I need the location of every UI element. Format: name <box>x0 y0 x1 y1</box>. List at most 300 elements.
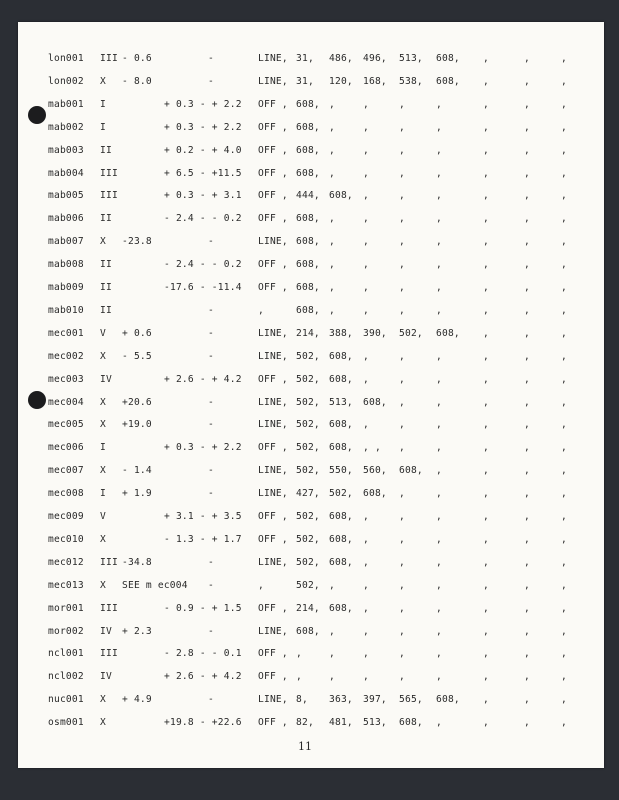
entry-reference: , <box>399 511 405 522</box>
entry-reference: , <box>561 304 567 316</box>
entry-reference: , <box>399 167 405 179</box>
entry-reference: , <box>561 53 567 64</box>
entry-type: LINE, <box>258 625 288 637</box>
entry-reference: , <box>561 236 567 248</box>
entry-reference: , <box>561 144 567 156</box>
entry-reference: , <box>436 190 442 202</box>
catalog-listing <box>18 22 604 768</box>
entry-type: LINE, <box>258 53 288 64</box>
entry-reference: , <box>483 236 489 248</box>
entry-type: LINE, <box>258 465 288 477</box>
entry-range: + 0.3 - + 2.2 <box>164 121 242 133</box>
entry-reference: , <box>363 373 369 385</box>
entry-range: + 6.5 - +11.5 <box>164 167 242 179</box>
entry-reference: 550, <box>329 465 353 477</box>
entry-class: X <box>100 465 106 477</box>
entry-reference: , <box>436 671 442 683</box>
entry-type: LINE, <box>258 75 288 87</box>
entry-reference: 608, <box>296 259 320 271</box>
entry-reference: 608, <box>296 167 320 179</box>
entry-reference: 608, <box>436 75 460 87</box>
entry-id: mec001 <box>48 327 84 339</box>
entry-type: OFF , <box>258 167 288 179</box>
entry-reference: , <box>399 282 405 293</box>
entry-reference: 608, <box>329 419 353 431</box>
entry-reference: , <box>363 144 369 156</box>
entry-reference: , <box>436 236 442 248</box>
entry-type: OFF , <box>258 121 288 133</box>
entry-value: SEE m ec004 <box>122 579 188 591</box>
entry-class: X <box>100 236 106 248</box>
listing-row <box>18 235 604 249</box>
entry-class: II <box>100 282 112 293</box>
entry-reference: , <box>524 488 530 500</box>
entry-reference: , <box>524 533 530 545</box>
entry-reference: , <box>329 304 335 316</box>
listing-row <box>18 98 604 112</box>
entry-reference: 427, <box>296 488 320 500</box>
listing-row <box>18 281 604 295</box>
entry-reference: , <box>436 419 442 431</box>
entry-reference: , <box>524 75 530 87</box>
entry-range: - <box>208 465 214 477</box>
entry-reference: , <box>483 579 489 591</box>
entry-reference: 608, <box>296 282 320 293</box>
entry-value: + 4.9 <box>122 694 152 706</box>
entry-id: mab007 <box>48 236 84 248</box>
entry-type: OFF , <box>258 533 288 545</box>
entry-range: + 0.3 - + 2.2 <box>164 442 242 454</box>
entry-reference: 608, <box>296 144 320 156</box>
entry-range: + 2.6 - + 4.2 <box>164 671 242 683</box>
entry-reference: , <box>561 419 567 431</box>
entry-reference: , <box>524 213 530 225</box>
listing-row <box>18 327 604 341</box>
listing-row <box>18 716 604 730</box>
entry-reference: 608, <box>296 121 320 133</box>
entry-reference: , <box>363 282 369 293</box>
entry-reference: , <box>483 259 489 271</box>
entry-reference: , <box>524 373 530 385</box>
listing-row <box>18 579 604 593</box>
entry-reference: , <box>436 213 442 225</box>
listing-row <box>18 189 604 203</box>
entry-id: mab003 <box>48 144 84 156</box>
entry-class: X <box>100 694 106 706</box>
listing-row <box>18 373 604 387</box>
entry-reference: , <box>399 556 405 568</box>
entry-reference: , <box>436 717 442 729</box>
listing-row <box>18 144 604 158</box>
entry-reference: 608, <box>399 717 423 729</box>
entry-reference: 502, <box>329 488 353 500</box>
entry-type: LINE, <box>258 694 288 706</box>
entry-id: ncl002 <box>48 671 84 683</box>
entry-reference: , <box>483 167 489 179</box>
entry-range: + 3.1 - + 3.5 <box>164 511 242 522</box>
entry-reference: 608, <box>436 327 460 339</box>
entry-reference: 390, <box>363 327 387 339</box>
entry-reference: , <box>363 671 369 683</box>
entry-id: mab010 <box>48 304 84 316</box>
entry-reference: , <box>436 556 442 568</box>
entry-reference: , <box>561 717 567 729</box>
entry-reference: , <box>524 121 530 133</box>
entry-reference: , <box>436 350 442 362</box>
entry-reference: , <box>561 442 567 454</box>
entry-reference: , <box>399 579 405 591</box>
listing-row <box>18 418 604 432</box>
entry-reference: , <box>561 648 567 660</box>
entry-reference: , <box>399 373 405 385</box>
entry-reference: , <box>436 579 442 591</box>
entry-range: - 2.4 - - 0.2 <box>164 259 242 271</box>
entry-reference: , <box>561 579 567 591</box>
entry-range: + 0.3 - + 3.1 <box>164 190 242 202</box>
entry-id: mec007 <box>48 465 84 477</box>
entry-reference: 82, <box>296 717 314 729</box>
entry-range: + 0.3 - + 2.2 <box>164 98 242 110</box>
entry-reference: , <box>329 167 335 179</box>
entry-class: IV <box>100 373 112 385</box>
entry-range: + 2.6 - + 4.2 <box>164 373 242 385</box>
entry-reference: 502, <box>296 579 320 591</box>
entry-reference: , <box>561 671 567 683</box>
entry-reference: 608, <box>436 694 460 706</box>
entry-reference: 513, <box>399 53 423 64</box>
entry-reference: , <box>436 373 442 385</box>
entry-reference: 608, <box>329 350 353 362</box>
entry-reference: , <box>363 121 369 133</box>
entry-reference: 31, <box>296 75 314 87</box>
entry-reference: , <box>561 350 567 362</box>
entry-reference: , <box>524 259 530 271</box>
entry-reference: , <box>363 533 369 545</box>
entry-reference: , <box>483 556 489 568</box>
entry-reference: 608, <box>296 236 320 248</box>
entry-reference: , <box>483 282 489 293</box>
listing-row <box>18 647 604 661</box>
entry-reference: , <box>329 282 335 293</box>
entry-range: - 2.4 - - 0.2 <box>164 213 242 225</box>
entry-reference: , <box>399 533 405 545</box>
listing-row <box>18 625 604 639</box>
entry-value: - 1.4 <box>122 465 152 477</box>
entry-reference: , <box>436 282 442 293</box>
entry-reference: , <box>561 213 567 225</box>
entry-reference: , <box>436 167 442 179</box>
entry-reference: , <box>483 533 489 545</box>
entry-reference: , <box>561 75 567 87</box>
entry-reference: 486, <box>329 53 353 64</box>
entry-reference: , <box>399 671 405 683</box>
entry-reference: , <box>561 98 567 110</box>
entry-reference: , <box>524 236 530 248</box>
entry-reference: , <box>524 648 530 660</box>
entry-type: , <box>258 304 264 316</box>
entry-reference: , <box>363 602 369 614</box>
entry-reference: , <box>561 121 567 133</box>
entry-class: X <box>100 419 106 431</box>
entry-reference: 502, <box>296 511 320 522</box>
entry-reference: , <box>483 602 489 614</box>
entry-reference: 513, <box>329 396 353 408</box>
entry-reference: , <box>483 75 489 87</box>
entry-type: LINE, <box>258 488 288 500</box>
entry-reference: , <box>483 304 489 316</box>
entry-reference: , <box>483 488 489 500</box>
entry-value: +19.0 <box>122 419 152 431</box>
entry-reference: 481, <box>329 717 353 729</box>
entry-reference: 502, <box>296 373 320 385</box>
entry-value: + 1.9 <box>122 488 152 500</box>
entry-reference: 502, <box>296 465 320 477</box>
entry-type: OFF , <box>258 717 288 729</box>
listing-row <box>18 52 604 66</box>
entry-reference: , <box>483 121 489 133</box>
entry-reference: , <box>524 144 530 156</box>
entry-reference: , <box>436 648 442 660</box>
entry-reference: , <box>399 602 405 614</box>
entry-id: lon002 <box>48 75 84 87</box>
entry-reference: 608, <box>329 511 353 522</box>
entry-reference: , <box>363 98 369 110</box>
entry-range: - 1.3 - + 1.7 <box>164 533 242 545</box>
entry-value: - 8.0 <box>122 75 152 87</box>
entry-id: mor002 <box>48 625 84 637</box>
entry-reference: 502, <box>296 350 320 362</box>
entry-reference: , <box>524 511 530 522</box>
entry-reference: , <box>363 236 369 248</box>
listing-row <box>18 304 604 318</box>
entry-value: - 0.6 <box>122 53 152 64</box>
entry-reference: , <box>363 556 369 568</box>
entry-reference: , <box>436 121 442 133</box>
entry-reference: , <box>524 282 530 293</box>
entry-reference: , <box>524 556 530 568</box>
entry-reference: , <box>399 488 405 500</box>
entry-reference: , <box>363 625 369 637</box>
entry-class: V <box>100 511 106 522</box>
entry-reference: , <box>524 350 530 362</box>
entry-reference: , <box>329 579 335 591</box>
entry-type: OFF , <box>258 671 288 683</box>
entry-reference: , <box>483 396 489 408</box>
entry-reference: , <box>483 694 489 706</box>
entry-reference: 214, <box>296 602 320 614</box>
entry-value: -34.8 <box>122 556 152 568</box>
entry-type: OFF , <box>258 282 288 293</box>
entry-reference: 608, <box>296 213 320 225</box>
entry-type: OFF , <box>258 190 288 202</box>
listing-row <box>18 258 604 272</box>
entry-reference: , <box>329 213 335 225</box>
entry-reference: 608, <box>399 465 423 477</box>
entry-range: - <box>208 694 214 706</box>
entry-class: II <box>100 213 112 225</box>
entry-reference: , <box>363 213 369 225</box>
entry-reference: 363, <box>329 694 353 706</box>
entry-reference: , <box>399 144 405 156</box>
entry-reference: , <box>436 144 442 156</box>
entry-type: OFF , <box>258 511 288 522</box>
entry-reference: , <box>399 350 405 362</box>
entry-reference: , <box>363 259 369 271</box>
entry-id: mab009 <box>48 282 84 293</box>
entry-reference: 397, <box>363 694 387 706</box>
entry-reference: , <box>483 625 489 637</box>
entry-id: mec013 <box>48 579 84 591</box>
entry-reference: 608, <box>436 53 460 64</box>
entry-reference: , <box>561 190 567 202</box>
entry-reference: , <box>524 98 530 110</box>
entry-reference: , <box>329 648 335 660</box>
entry-reference: , <box>329 144 335 156</box>
entry-type: LINE, <box>258 236 288 248</box>
entry-reference: 608, <box>329 442 353 454</box>
entry-reference: , <box>483 98 489 110</box>
entry-reference: , <box>399 625 405 637</box>
entry-reference: , <box>561 373 567 385</box>
entry-reference: , <box>524 717 530 729</box>
entry-class: III <box>100 602 118 614</box>
entry-reference: , <box>399 190 405 202</box>
entry-range: - 2.8 - - 0.1 <box>164 648 242 660</box>
entry-reference: , <box>436 98 442 110</box>
entry-reference: 31, <box>296 53 314 64</box>
entry-reference: , <box>524 694 530 706</box>
entry-reference: , <box>561 694 567 706</box>
entry-reference: , <box>399 442 405 454</box>
entry-reference: , <box>561 488 567 500</box>
entry-class: X <box>100 75 106 87</box>
entry-reference: , <box>483 442 489 454</box>
entry-reference: 608, <box>329 190 353 202</box>
entry-reference: , <box>561 465 567 477</box>
entry-type: LINE, <box>258 419 288 431</box>
listing-row <box>18 670 604 684</box>
entry-type: LINE, <box>258 350 288 362</box>
entry-id: mec010 <box>48 533 84 545</box>
entry-reference: , <box>483 671 489 683</box>
entry-range: - <box>208 304 214 316</box>
entry-reference: , <box>399 236 405 248</box>
entry-range: +19.8 - +22.6 <box>164 717 242 729</box>
entry-reference: , <box>524 327 530 339</box>
listing-row <box>18 121 604 135</box>
entry-reference: , <box>436 511 442 522</box>
entry-reference: , <box>363 419 369 431</box>
entry-reference: 214, <box>296 327 320 339</box>
entry-reference: , <box>483 465 489 477</box>
entry-reference: , <box>524 579 530 591</box>
entry-id: mec003 <box>48 373 84 385</box>
entry-reference: , <box>399 396 405 408</box>
entry-reference: , <box>363 304 369 316</box>
page-number: 11 <box>298 740 312 753</box>
entry-reference: 513, <box>363 717 387 729</box>
entry-reference: , <box>399 213 405 225</box>
entry-value: -23.8 <box>122 236 152 248</box>
listing-row <box>18 396 604 410</box>
entry-reference: , <box>363 511 369 522</box>
entry-reference: , <box>561 602 567 614</box>
entry-reference: , <box>483 419 489 431</box>
entry-reference: , <box>561 396 567 408</box>
entry-class: I <box>100 488 106 500</box>
entry-id: mab002 <box>48 121 84 133</box>
entry-class: X <box>100 717 106 729</box>
entry-type: OFF , <box>258 648 288 660</box>
entry-class: III <box>100 190 118 202</box>
entry-range: -17.6 - -11.4 <box>164 282 242 293</box>
entry-type: OFF , <box>258 259 288 271</box>
entry-reference: , <box>436 625 442 637</box>
entry-reference: 502, <box>399 327 423 339</box>
entry-id: mec006 <box>48 442 84 454</box>
entry-class: III <box>100 556 118 568</box>
entry-reference: , <box>483 213 489 225</box>
entry-id: osm001 <box>48 717 84 729</box>
entry-reference: , <box>561 533 567 545</box>
listing-row <box>18 533 604 547</box>
entry-reference: , <box>524 167 530 179</box>
entry-reference: , <box>561 282 567 293</box>
entry-reference: 608, <box>329 602 353 614</box>
listing-row <box>18 693 604 707</box>
entry-class: III <box>100 648 118 660</box>
entry-reference: , <box>436 259 442 271</box>
entry-reference: 608, <box>329 533 353 545</box>
entry-reference: , <box>524 304 530 316</box>
entry-reference: , <box>524 671 530 683</box>
listing-row <box>18 441 604 455</box>
listing-row <box>18 602 604 616</box>
entry-class: X <box>100 396 106 408</box>
listing-row <box>18 556 604 570</box>
entry-reference: , <box>483 373 489 385</box>
entry-class: V <box>100 327 106 339</box>
entry-class: II <box>100 259 112 271</box>
entry-range: - 0.9 - + 1.5 <box>164 602 242 614</box>
entry-reference: , <box>483 144 489 156</box>
entry-value: + 0.6 <box>122 327 152 339</box>
entry-reference: , <box>329 671 335 683</box>
entry-reference: , <box>399 648 405 660</box>
entry-range: - <box>208 625 214 637</box>
entry-reference: , , <box>363 442 381 454</box>
entry-type: OFF , <box>258 144 288 156</box>
entry-range: - <box>208 236 214 248</box>
entry-reference: , <box>483 511 489 522</box>
entry-class: II <box>100 304 112 316</box>
entry-reference: , <box>561 259 567 271</box>
entry-class: IV <box>100 625 112 637</box>
listing-row <box>18 487 604 501</box>
entry-id: ncl001 <box>48 648 84 660</box>
entry-reference: 565, <box>399 694 423 706</box>
entry-reference: , <box>399 304 405 316</box>
entry-type: , <box>258 579 264 591</box>
entry-reference: , <box>436 602 442 614</box>
entry-class: III <box>100 167 118 179</box>
entry-id: mec012 <box>48 556 84 568</box>
entry-range: - <box>208 350 214 362</box>
entry-reference: 608, <box>296 625 320 637</box>
entry-reference: 496, <box>363 53 387 64</box>
entry-class: III <box>100 53 118 64</box>
entry-reference: , <box>296 671 302 683</box>
